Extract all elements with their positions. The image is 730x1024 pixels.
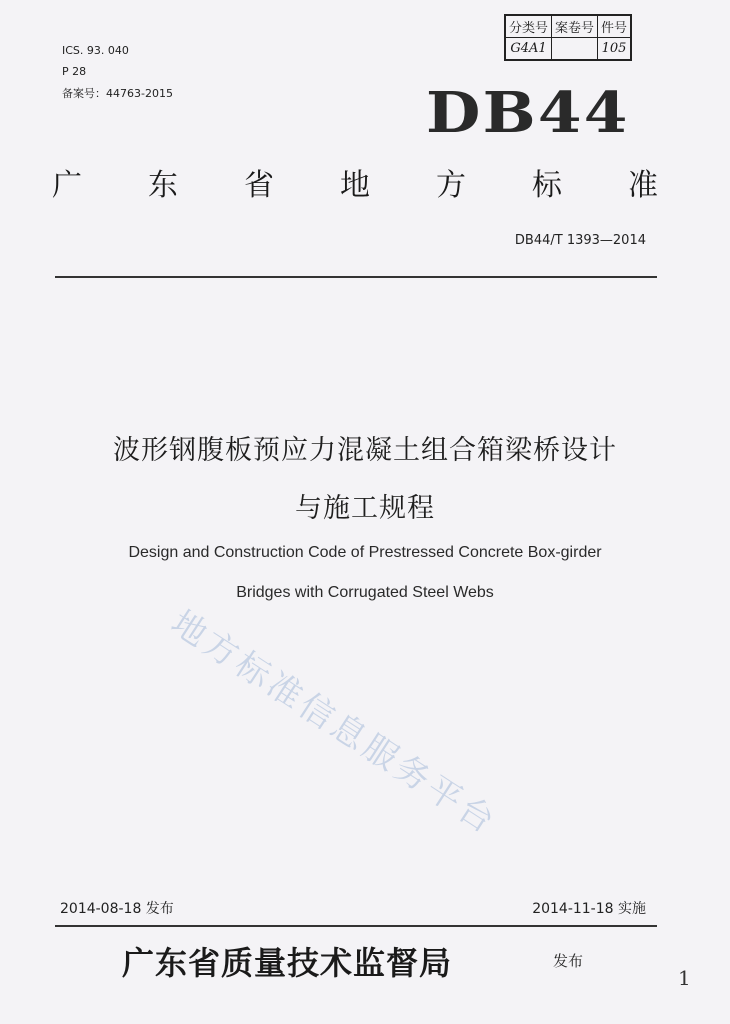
title-cn-line2: 与施工规程 xyxy=(295,493,435,524)
classification-value: G4A1 xyxy=(506,38,552,60)
implement-date: 2014-11-18 实施 xyxy=(532,901,646,917)
classification-header: 件号 xyxy=(598,16,631,38)
classification-header: 案卷号 xyxy=(552,16,598,38)
standard-code: DB44/T 1393—2014 xyxy=(514,233,646,248)
standard-category-char: 省 xyxy=(244,168,274,203)
issuer: 广东省质量技术监督局 xyxy=(122,944,453,982)
classification-value xyxy=(552,38,598,60)
standard-category-char: 广 xyxy=(52,168,82,203)
watermark: 地方标准信息服务平台 xyxy=(163,602,505,844)
db44-logo: DB44 xyxy=(426,80,630,146)
ics-code: ICS. 93. 040 xyxy=(62,44,129,57)
divider-top xyxy=(55,276,657,278)
standard-category-char: 地 xyxy=(340,168,370,203)
page-number: 1 xyxy=(678,966,691,990)
standard-category-char: 标 xyxy=(532,168,562,203)
divider-bottom xyxy=(55,925,657,927)
classification-header: 分类号 xyxy=(506,16,552,38)
title-cn-line1: 波形钢腹板预应力混凝土组合箱梁桥设计 xyxy=(113,435,617,466)
standard-category xyxy=(52,160,658,204)
issue-label: 发布 xyxy=(553,952,584,970)
classification-value: 105 xyxy=(598,38,631,60)
standard-category-char: 东 xyxy=(148,168,178,203)
classification-box xyxy=(504,14,632,61)
title-en-line2: Bridges with Corrugated Steel Webs xyxy=(236,584,494,601)
record-number: 备案号：44763-2015 xyxy=(62,87,173,100)
standard-category-char: 准 xyxy=(628,168,658,203)
p-code: P 28 xyxy=(62,65,87,78)
publish-date: 2014-08-18 发布 xyxy=(60,901,174,917)
standard-category-char: 方 xyxy=(436,168,466,203)
title-en-line1: Design and Construction Code of Prestressed Concrete Box-girder xyxy=(128,544,602,561)
